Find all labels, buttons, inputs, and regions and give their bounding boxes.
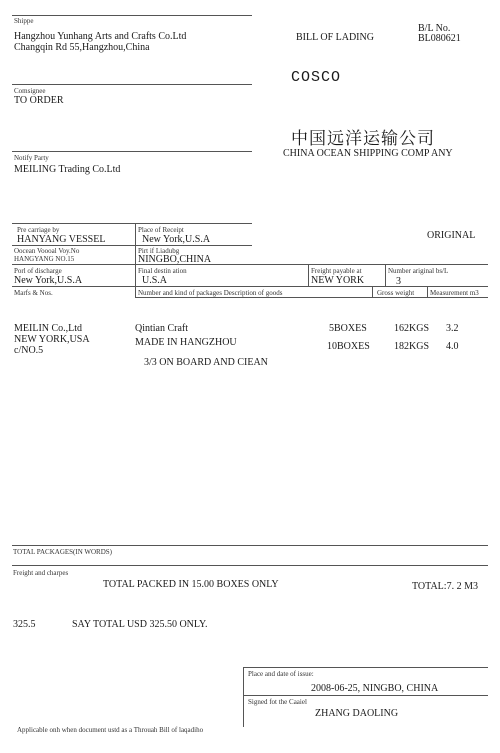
divider [12,286,488,287]
final-destination-value: U.S.A [142,275,168,286]
total-measurement: TOTAL:7. 2 M3 [412,581,478,592]
consignee-label: Comsignee [14,87,46,95]
freight-amount: 325.5 [13,619,36,630]
divider [12,545,488,546]
pre-carriage-label: Pre carriage by [17,226,60,234]
divider [308,264,309,286]
total-packages-label: TOTAL PACKAGES(IN WORDS) [13,548,113,556]
weight-row-2: 182KGS [394,341,430,352]
carrier-english-name: CHINA OCEAN SHIPPING COMP ANY [283,148,453,159]
packages-row-2: 10BOXES [327,341,370,352]
port-of-discharge-value: New York,U.S.A [14,275,83,286]
ocean-vessel-label: Oocean Voooal Voy.No [14,247,80,255]
place-of-receipt-label: Place of Receipt [138,226,184,234]
marks-line: NEW YORK,USA [14,334,90,345]
divider [12,565,488,566]
original-bl-count-value: 3 [396,276,401,287]
document-title: BILL OF LADING [296,32,374,43]
carrier-chinese-name: 中国远洋运输公司 [291,129,435,149]
marks-line: c/NO.5 [14,345,44,356]
place-of-receipt-value: New York,U.S.A [142,234,211,245]
pre-carriage-value: HANYANG VESSEL [17,234,106,245]
port-of-discharge-label: Porl of discharge [14,267,62,275]
gross-weight-label: Gross weight [377,289,415,297]
description-label: Number and kind of packages Description of goods [138,289,283,297]
signatory-name: ZHANG DAOLING [315,708,399,719]
divider [12,223,252,224]
divider [12,151,252,152]
divider [243,695,488,696]
divider [12,84,252,85]
port-of-loading-value: NINGBO,CHINA [138,254,212,265]
goods-remark: 3/3 ON BOARD AND CIEAN [144,357,268,368]
packages-row-1: 5BOXES [329,323,367,334]
divider [243,667,244,727]
goods-description: MADE IN HANGZHOU [135,337,237,348]
measure-row-1: 3.2 [446,323,459,334]
original-bl-count-label: Number ariginal bs/L [388,267,449,275]
divider [372,286,373,297]
footer-note: Applicable onh when document ustd as a Throuah Bill of laqadiho [17,726,204,734]
bl-number: BL080621 [418,33,461,44]
divider [427,286,428,297]
shipper-name: Hangzhou Yunhang Arts and Crafts Co.Ltd [14,31,187,42]
carrier-logo: COSCO [291,69,342,86]
ocean-vessel-value: HANGYANG NO.15 [14,255,75,263]
freight-charges-label: Freight and charpes [13,569,69,577]
goods-description: Qintian Craft [135,323,189,334]
divider [12,245,252,246]
final-destination-label: Final destin ation [138,267,187,275]
divider [385,264,386,286]
divider [12,264,488,265]
bl-number-label: B/L No. [418,23,451,34]
measurement-label: Measurement m3 [430,289,479,297]
place-date-value: 2008-06-25, NINGBO, CHINA [311,683,439,694]
weight-row-1: 162KGS [394,323,430,334]
notify-party-value: MEILING Trading Co.Ltd [14,164,121,175]
port-of-loading-label: Pirt if Liadubg [138,247,180,255]
say-total-text: SAY TOTAL USD 325.50 ONLY. [72,619,208,630]
marks-line: MEILIN Co.,Ltd [14,323,83,334]
divider [12,15,252,16]
freight-payable-value: NEW YORK [311,275,365,286]
divider [243,667,488,668]
consignee-value: TO ORDER [14,95,64,106]
total-packed-text: TOTAL PACKED IN 15.00 BOXES ONLY [103,579,279,590]
measure-row-2: 4.0 [446,341,459,352]
original-stamp: ORIGINAL [427,230,476,241]
divider [135,297,488,298]
signed-label: Signed fot the Caaiel [248,698,307,706]
divider [135,223,136,297]
marks-label: Marfs & Nos. [14,289,53,297]
freight-payable-label: Freight payable at [311,267,362,275]
notify-party-label: Notify Party [14,154,49,162]
shipper-label: Shippe [14,17,34,25]
shipper-address: Changqin Rd 55,Hangzhou,China [14,42,150,53]
place-date-label: Place and date of issue: [248,670,314,678]
